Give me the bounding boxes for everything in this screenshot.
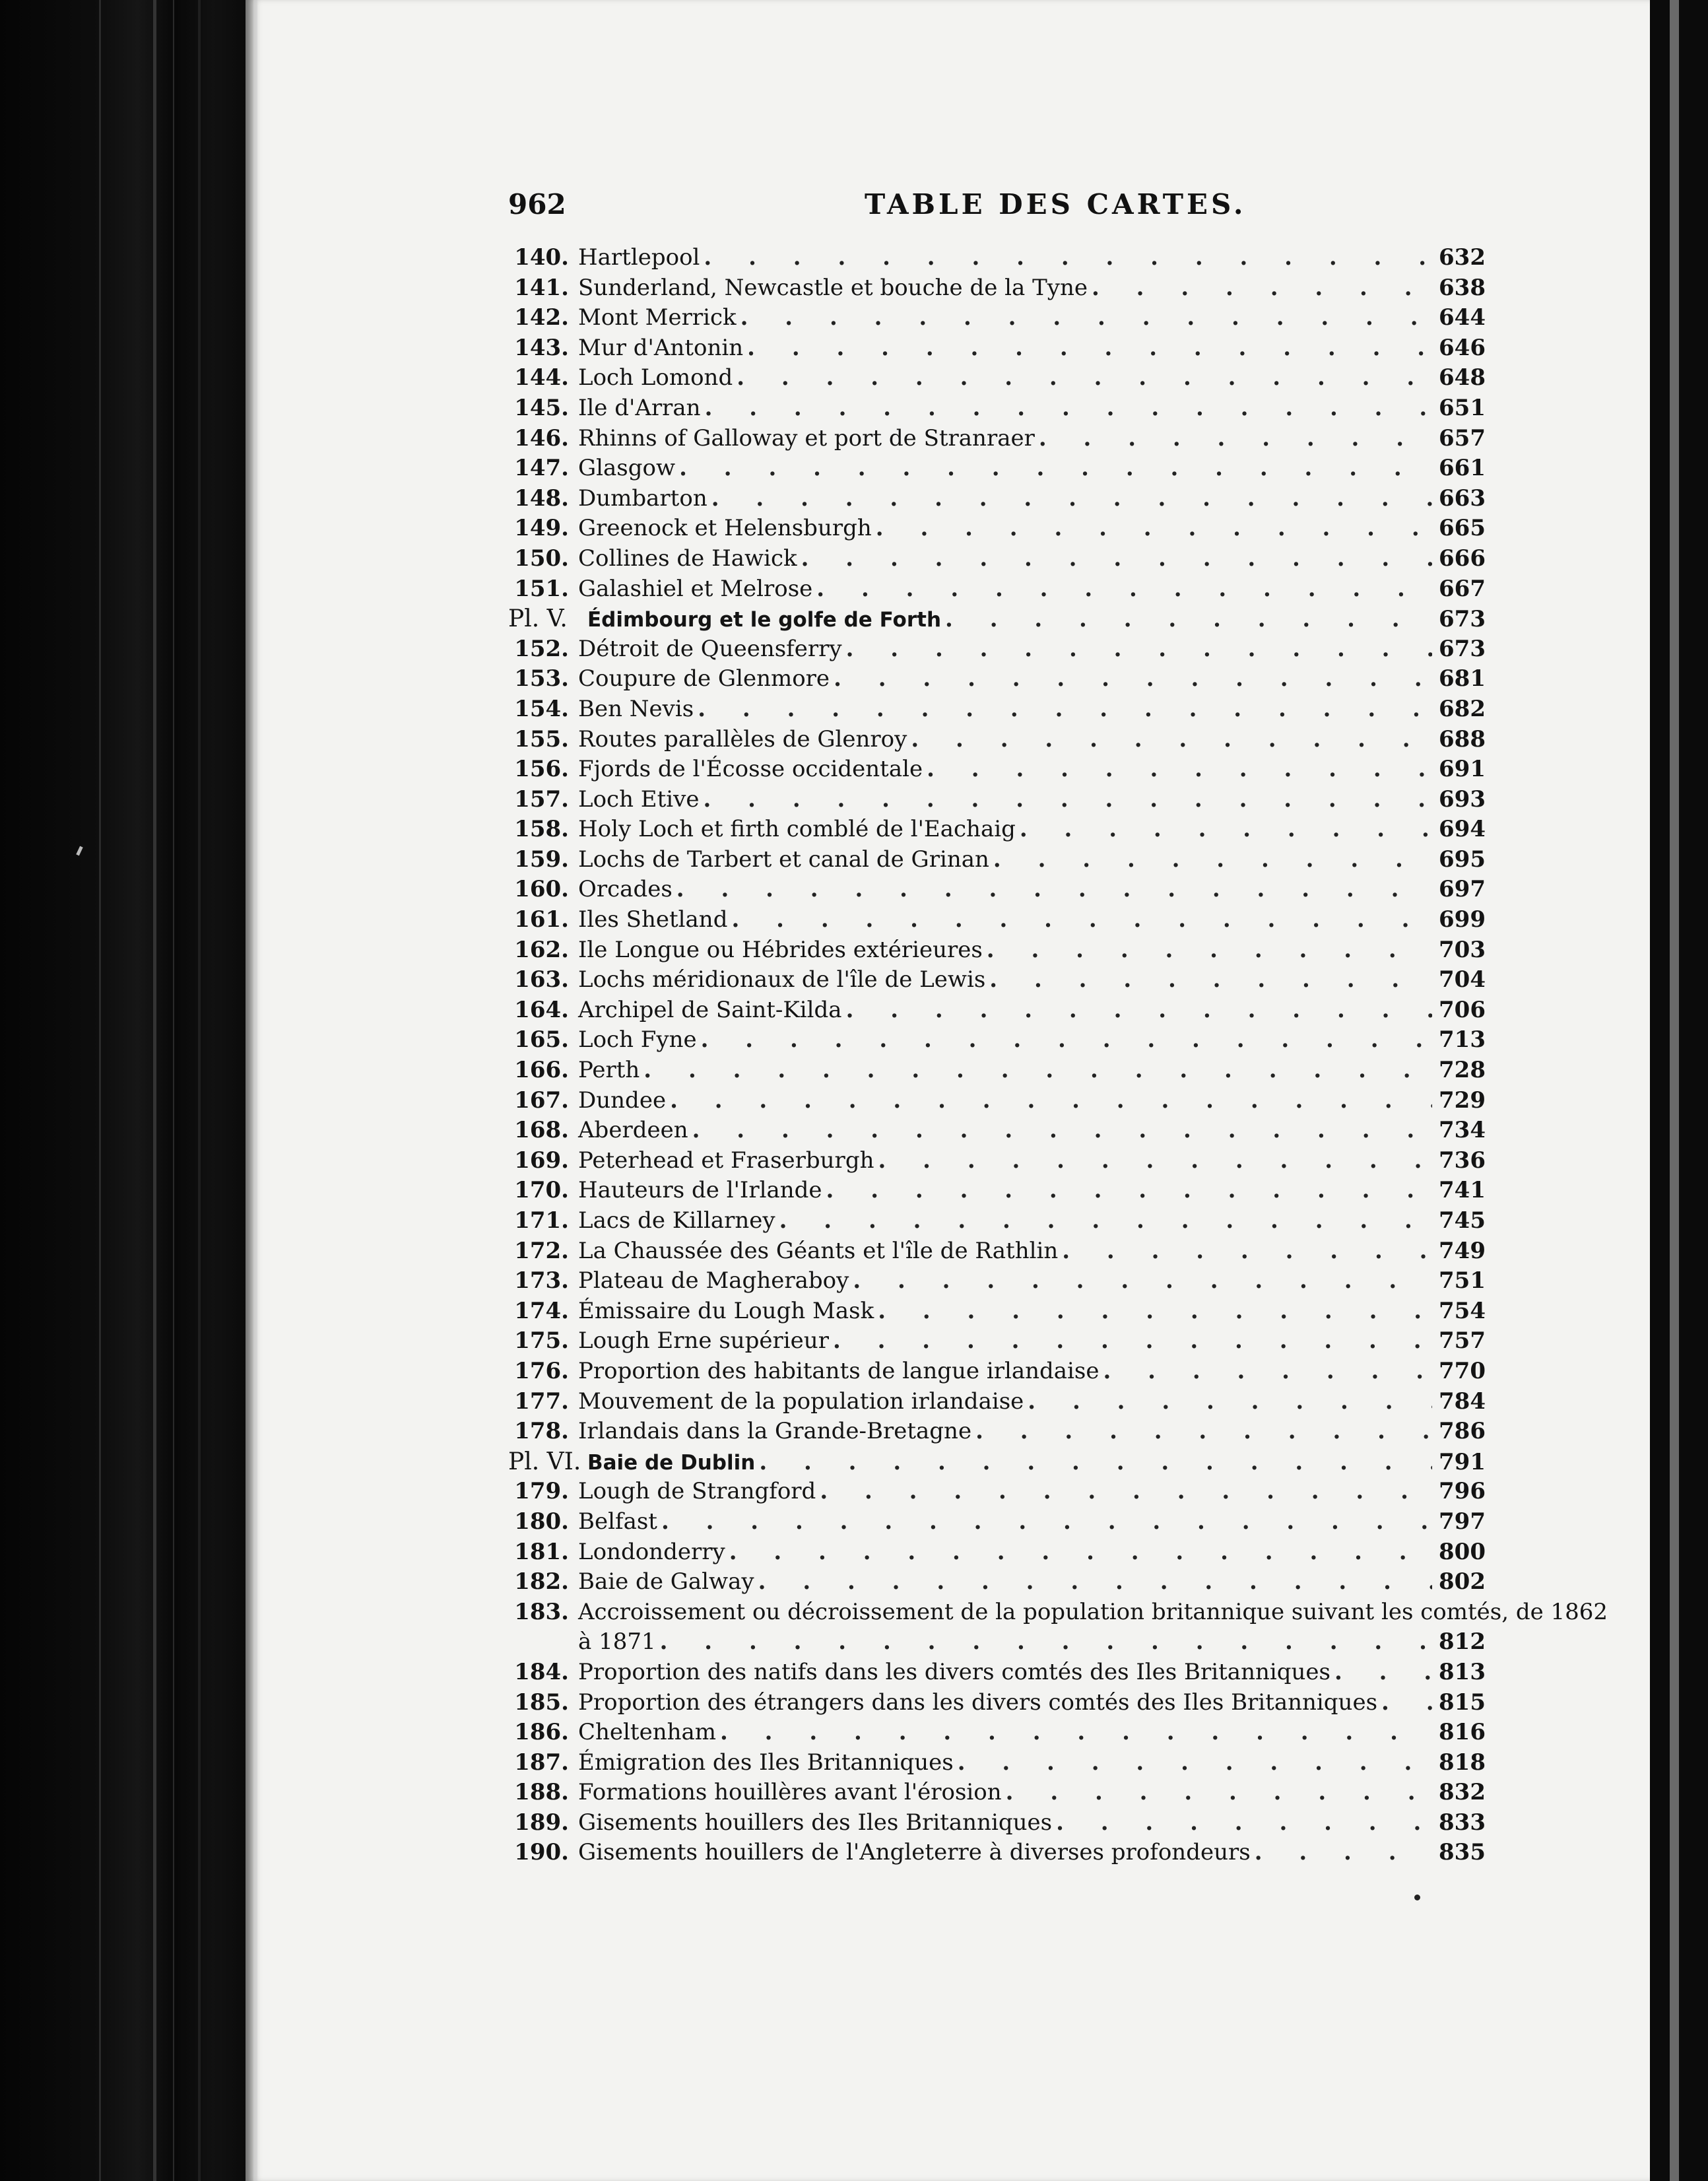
entry-title: Peterhead et Fraserburgh [578,1147,874,1174]
toc-entry [508,453,1485,484]
entry-number: 154. [514,695,569,722]
entry-title: Aberdeen [578,1117,688,1144]
entry-number: 174. [514,1297,569,1324]
toc-entry [508,1537,1485,1568]
entry-number: Pl. V. [508,605,568,633]
entry-number: 173. [514,1267,569,1294]
dot-leader [740,303,1432,333]
dot-leader [670,1086,1432,1116]
entry-page-number: 770 [1439,1357,1486,1384]
page-header [508,188,1498,228]
entry-number: 186. [514,1719,569,1746]
toc-entry [508,1296,1485,1327]
entry-number: 140. [514,244,569,271]
toc-entry [508,875,1485,905]
entry-number: 178. [514,1418,569,1445]
toc-entry [508,303,1485,333]
entry-number: 155. [514,725,569,753]
entry-page-number: 693 [1439,786,1486,813]
entry-page-number: 713 [1439,1026,1486,1054]
entry-number: 185. [514,1689,569,1716]
dot-leader [692,1116,1432,1146]
dot-leader [731,905,1432,935]
entry-title: Gisements houillers des Iles Britanniques [578,1809,1053,1836]
dot-leader [660,1627,1432,1658]
entry-number: 144. [514,364,569,391]
entry-page-number: 632 [1439,244,1486,271]
toc-entry [508,1176,1485,1206]
entry-number: 153. [514,665,569,692]
entry-number: 156. [514,756,569,783]
dot-leader [820,1477,1432,1507]
entry-number: 168. [514,1117,569,1144]
dot-leader [1028,1387,1432,1417]
entry-title: La Chaussée des Géants et l'île de Rathlin [578,1237,1059,1264]
toc-entry [508,965,1485,995]
entry-number: 179. [514,1478,569,1505]
toc-entry [508,845,1485,875]
dot-leader [698,694,1432,725]
entry-title: Cheltenham [578,1719,716,1746]
dot-leader [1039,424,1432,454]
entry-title: Dundee [578,1087,667,1114]
toc-entry [508,393,1485,424]
entry-page-number: 646 [1439,334,1486,361]
entry-title: Gisements houillers de l'Angleterre à diverses profondeurs [578,1839,1251,1866]
toc-entry [508,1477,1485,1507]
toc-entry [508,905,1485,935]
scan-right-strip [1670,0,1679,2181]
entry-title: Londonderry [578,1538,725,1565]
toc-entry [508,1718,1485,1748]
toc-entry [508,1266,1485,1296]
entry-page-number: 818 [1439,1749,1486,1776]
entry-number: 188. [514,1779,569,1806]
entry-title: Proportion des habitants de langue irlandaise [578,1357,1100,1384]
dot-leader [737,363,1432,393]
entry-number: 160. [514,876,569,903]
entry-page-number: 706 [1439,996,1486,1023]
entry-page-number: 651 [1439,394,1486,421]
entry-number: 170. [514,1177,569,1204]
entry-page-number: 704 [1439,966,1486,993]
dot-leader [993,845,1432,875]
entry-page-number: 749 [1439,1237,1486,1264]
entry-title: Lough de Strangford [578,1478,816,1505]
dot-leader [747,333,1432,364]
entry-page-number: 673 [1439,635,1486,662]
entry-page-number: 648 [1439,364,1486,391]
scan-streak [153,0,156,2181]
dot-leader [945,605,1432,635]
entry-number: 162. [514,936,569,963]
entry-title: Mur d'Antonin [578,334,744,361]
entry-page-number: 800 [1439,1538,1486,1565]
entry-page-number: 663 [1439,485,1486,512]
toc-entry [508,634,1485,665]
entry-number: 143. [514,334,569,361]
dot-leader [703,785,1432,815]
entry-title: Collines de Hawick [578,545,797,572]
entry-number: 167. [514,1087,569,1114]
dot-leader [975,1417,1432,1447]
entry-number: 146. [514,424,569,452]
entry-page-number: 835 [1439,1839,1486,1866]
entry-page-number: 691 [1439,756,1486,783]
toc-entry [508,544,1485,574]
dot-leader [676,875,1432,905]
dot-leader [911,725,1432,755]
entry-page-number: 741 [1439,1177,1486,1204]
entry-page-number: 832 [1439,1779,1486,1806]
entry-title: Irlandais dans la Grande-Bretagne [578,1418,972,1445]
toc-entry [508,1025,1485,1056]
toc-entry [508,1086,1485,1116]
entry-page-number: 657 [1439,424,1486,452]
toc-entry [508,785,1485,815]
entry-title: à 1871 [578,1628,656,1656]
entry-title: Loch Lomond [578,364,733,391]
toc-entry [508,1748,1485,1778]
toc-entry [508,273,1485,304]
dot-leader [1334,1658,1432,1688]
scan-streak [99,0,101,2181]
entry-title: Archipel de Saint-Kilda [578,996,842,1023]
entry-page-number: 754 [1439,1297,1486,1324]
entry-page-number: 681 [1439,665,1486,692]
entry-number: 183. [514,1598,569,1625]
entry-number: 145. [514,394,569,421]
entry-title: Émissaire du Lough Mask [578,1297,874,1324]
dot-leader [711,484,1432,514]
toc-entry [508,514,1485,544]
entry-page-number: 644 [1439,304,1486,331]
toc-entry [508,243,1485,273]
entry-number: 150. [514,545,569,572]
entry-title: Routes parallèles de Glenroy [578,725,907,753]
stray-ink-dot [1414,1895,1420,1900]
entry-page-number: 784 [1439,1388,1486,1415]
toc-entry [508,725,1485,755]
scan-dark-border [0,0,251,2181]
scan-right-border [1650,0,1708,2181]
entry-page-number: 802 [1439,1568,1486,1595]
toc-entry [508,1236,1485,1267]
entry-number: 151. [514,575,569,602]
toc-entry [508,1357,1485,1387]
toc-entry [508,363,1485,393]
entry-page-number: 729 [1439,1087,1486,1114]
dot-leader [853,1266,1432,1296]
entry-page-number: 682 [1439,695,1486,722]
toc-entry [508,1507,1485,1537]
entry-title: Détroit de Queensferry [578,635,842,662]
toc-entry [508,1838,1485,1868]
dot-leader [758,1567,1432,1597]
entry-page-number: 667 [1439,575,1486,602]
toc-entry [508,484,1485,514]
toc-entry [508,1658,1485,1688]
dot-leader [1062,1236,1432,1267]
toc-entry [508,1326,1485,1357]
entry-title: Fjords de l'Écosse occidentale [578,756,923,783]
dot-leader [720,1718,1432,1748]
entry-number: 177. [514,1388,569,1415]
dot-leader [834,664,1432,694]
entry-page-number: 728 [1439,1057,1486,1084]
toc-entry [508,694,1485,725]
dot-leader [1381,1688,1432,1718]
scan-streak [173,0,174,2181]
toc-entry [508,1387,1485,1417]
toc-entry [508,1417,1485,1447]
dot-leader [958,1748,1432,1778]
entry-page-number: 791 [1439,1448,1486,1475]
entry-number: 176. [514,1357,569,1384]
dot-leader [816,574,1432,605]
dot-leader [643,1056,1432,1086]
toc-entry [508,1567,1485,1597]
entry-title: Lochs de Tarbert et canal de Grinan [578,846,989,873]
dot-leader [846,634,1432,665]
toc-entry [508,1056,1485,1086]
entry-title: Lacs de Killarney [578,1207,775,1234]
entry-number: 152. [514,635,569,662]
dot-leader [878,1296,1432,1327]
entry-title: Loch Fyne [578,1026,697,1054]
entry-page-number: 694 [1439,816,1486,843]
entry-page-number: 815 [1439,1689,1486,1716]
entry-page-number: 816 [1439,1719,1486,1746]
toc-entry [508,935,1485,966]
dot-leader [779,1206,1432,1236]
entry-number: 149. [514,515,569,542]
toc-entry [508,755,1485,785]
entry-number: 169. [514,1147,569,1174]
entry-title: Iles Shetland [578,906,728,933]
scan-streak [198,0,201,2181]
entry-title: Mouvement de la population irlandaise [578,1388,1024,1415]
entry-title: Ile Longue ou Hébrides extérieures [578,936,983,963]
entry-title: Coupure de Glenmore [578,665,830,692]
entry-page-number: 833 [1439,1809,1486,1836]
dot-leader [705,393,1432,424]
entry-number: 148. [514,485,569,512]
entry-title: Baie de Galway [578,1568,754,1595]
entry-title: Loch Etive [578,786,700,813]
entry-page-number: 661 [1439,455,1486,482]
toc-entry [508,1627,1485,1658]
entry-title: Lough Erne supérieur [578,1327,829,1355]
toc-entry [508,1116,1485,1146]
entry-number: 165. [514,1026,569,1054]
entry-number: 182. [514,1568,569,1595]
entry-title: Dumbarton [578,485,707,512]
entry-page-number: 813 [1439,1658,1486,1685]
toc-entry [508,664,1485,694]
toc-entry [508,424,1485,454]
entry-number: 172. [514,1237,569,1264]
dot-leader [833,1326,1432,1357]
entry-page-number: 699 [1439,906,1486,933]
entry-number: 157. [514,786,569,813]
entry-title: Belfast [578,1508,657,1535]
entry-number: 166. [514,1057,569,1084]
margin-speck [76,846,82,856]
toc-entry [508,1206,1485,1236]
dot-leader [1092,273,1432,304]
entry-title: Émigration des Iles Britanniques [578,1749,954,1776]
entry-number: 161. [514,906,569,933]
entry-title: Hauteurs de l'Irlande [578,1177,822,1204]
toc-entry [508,1597,1608,1628]
dot-leader [878,1146,1432,1176]
dot-leader [876,514,1432,544]
entry-number: 159. [514,846,569,873]
page-number: 962 [508,188,566,220]
dot-leader [1056,1808,1432,1838]
dot-leader [1255,1838,1432,1868]
dot-leader [846,995,1432,1026]
entry-number: 175. [514,1327,569,1355]
entry-page-number: 638 [1439,274,1486,301]
dot-leader [987,935,1432,966]
entry-title: Mont Merrick [578,304,737,331]
entry-page-number: 797 [1439,1508,1486,1535]
toc-entry [508,333,1485,364]
plate-entry [508,604,1485,634]
entry-title: Baie de Dublin [587,1450,756,1475]
toc-entry [508,995,1485,1026]
entry-title: Hartlepool [578,244,700,271]
entry-number: 158. [514,816,569,843]
entry-page-number: 751 [1439,1267,1486,1294]
dot-leader [729,1537,1432,1568]
dot-leader [759,1448,1432,1478]
dot-leader [801,544,1432,574]
table-of-maps [508,243,1608,1868]
entry-page-number: 703 [1439,936,1486,963]
toc-entry [508,1778,1485,1808]
entry-page-number: 666 [1439,545,1486,572]
dot-leader [826,1176,1432,1206]
entry-page-number: 734 [1439,1117,1486,1144]
dot-leader [989,965,1432,995]
dot-leader [1103,1357,1432,1387]
dot-leader [661,1507,1432,1537]
dot-leader [679,453,1432,484]
dot-leader [704,243,1432,273]
entry-page-number: 697 [1439,876,1486,903]
entry-title: Plateau de Magheraboy [578,1267,849,1294]
toc-entry [508,574,1485,605]
plate-entry [508,1447,1485,1477]
entry-number: 147. [514,455,569,482]
entry-number: 142. [514,304,569,331]
entry-number: 189. [514,1809,569,1836]
entry-number: Pl. VI. [508,1448,581,1475]
entry-title: Proportion des natifs dans les divers comtés des Iles Britanniques [578,1658,1330,1685]
toc-entry [508,1688,1485,1718]
dot-leader [927,755,1432,785]
entry-number: 164. [514,996,569,1023]
entry-number: 190. [514,1839,569,1866]
entry-page-number: 736 [1439,1147,1486,1174]
toc-entry [508,815,1485,845]
entry-title: Formations houillères avant l'érosion [578,1779,1002,1806]
entry-page-number: 757 [1439,1327,1486,1355]
dot-leader [1006,1778,1432,1808]
entry-page-number: 673 [1439,606,1486,633]
entry-number: 180. [514,1508,569,1535]
entry-page-number: 812 [1439,1628,1486,1656]
entry-number: 184. [514,1658,569,1685]
entry-page-number: 745 [1439,1207,1486,1234]
entry-title: Proportion des étrangers dans les divers comtés des Iles Britanniques [578,1689,1378,1716]
entry-page-number: 786 [1439,1418,1486,1445]
dot-leader [701,1025,1432,1056]
entry-title: Glasgow [578,455,676,482]
running-title: TABLE DES CARTES. [865,188,1247,220]
entry-number: 181. [514,1538,569,1565]
entry-title: Perth [578,1057,640,1084]
entry-page-number: 796 [1439,1478,1486,1505]
entry-title: Holy Loch et firth comblé de l'Eachaig [578,816,1016,843]
entry-title: Accroissement ou décroissement de la population britannique suivant les comtés, de 1862 [578,1598,1608,1625]
entry-number: 171. [514,1207,569,1234]
toc-entry [508,1808,1485,1838]
entry-title: Édimbourg et le golfe de Forth [587,608,942,632]
entry-title: Greenock et Helensburgh [578,515,872,542]
entry-title: Sunderland, Newcastle et bouche de la Tyne [578,274,1088,301]
entry-title: Rhinns of Galloway et port de Stranraer [578,424,1035,452]
entry-title: Orcades [578,876,673,903]
entry-page-number: 688 [1439,725,1486,753]
toc-entry [508,1146,1485,1176]
dot-leader [1020,815,1432,845]
entry-page-number: 695 [1439,846,1486,873]
entry-title: Ile d'Arran [578,394,701,421]
entry-title: Ben Nevis [578,695,694,722]
entry-number: 141. [514,274,569,301]
entry-number: 163. [514,966,569,993]
entry-title: Lochs méridionaux de l'île de Lewis [578,966,986,993]
entry-number: 187. [514,1749,569,1776]
entry-title: Galashiel et Melrose [578,575,813,602]
entry-page-number: 665 [1439,515,1486,542]
